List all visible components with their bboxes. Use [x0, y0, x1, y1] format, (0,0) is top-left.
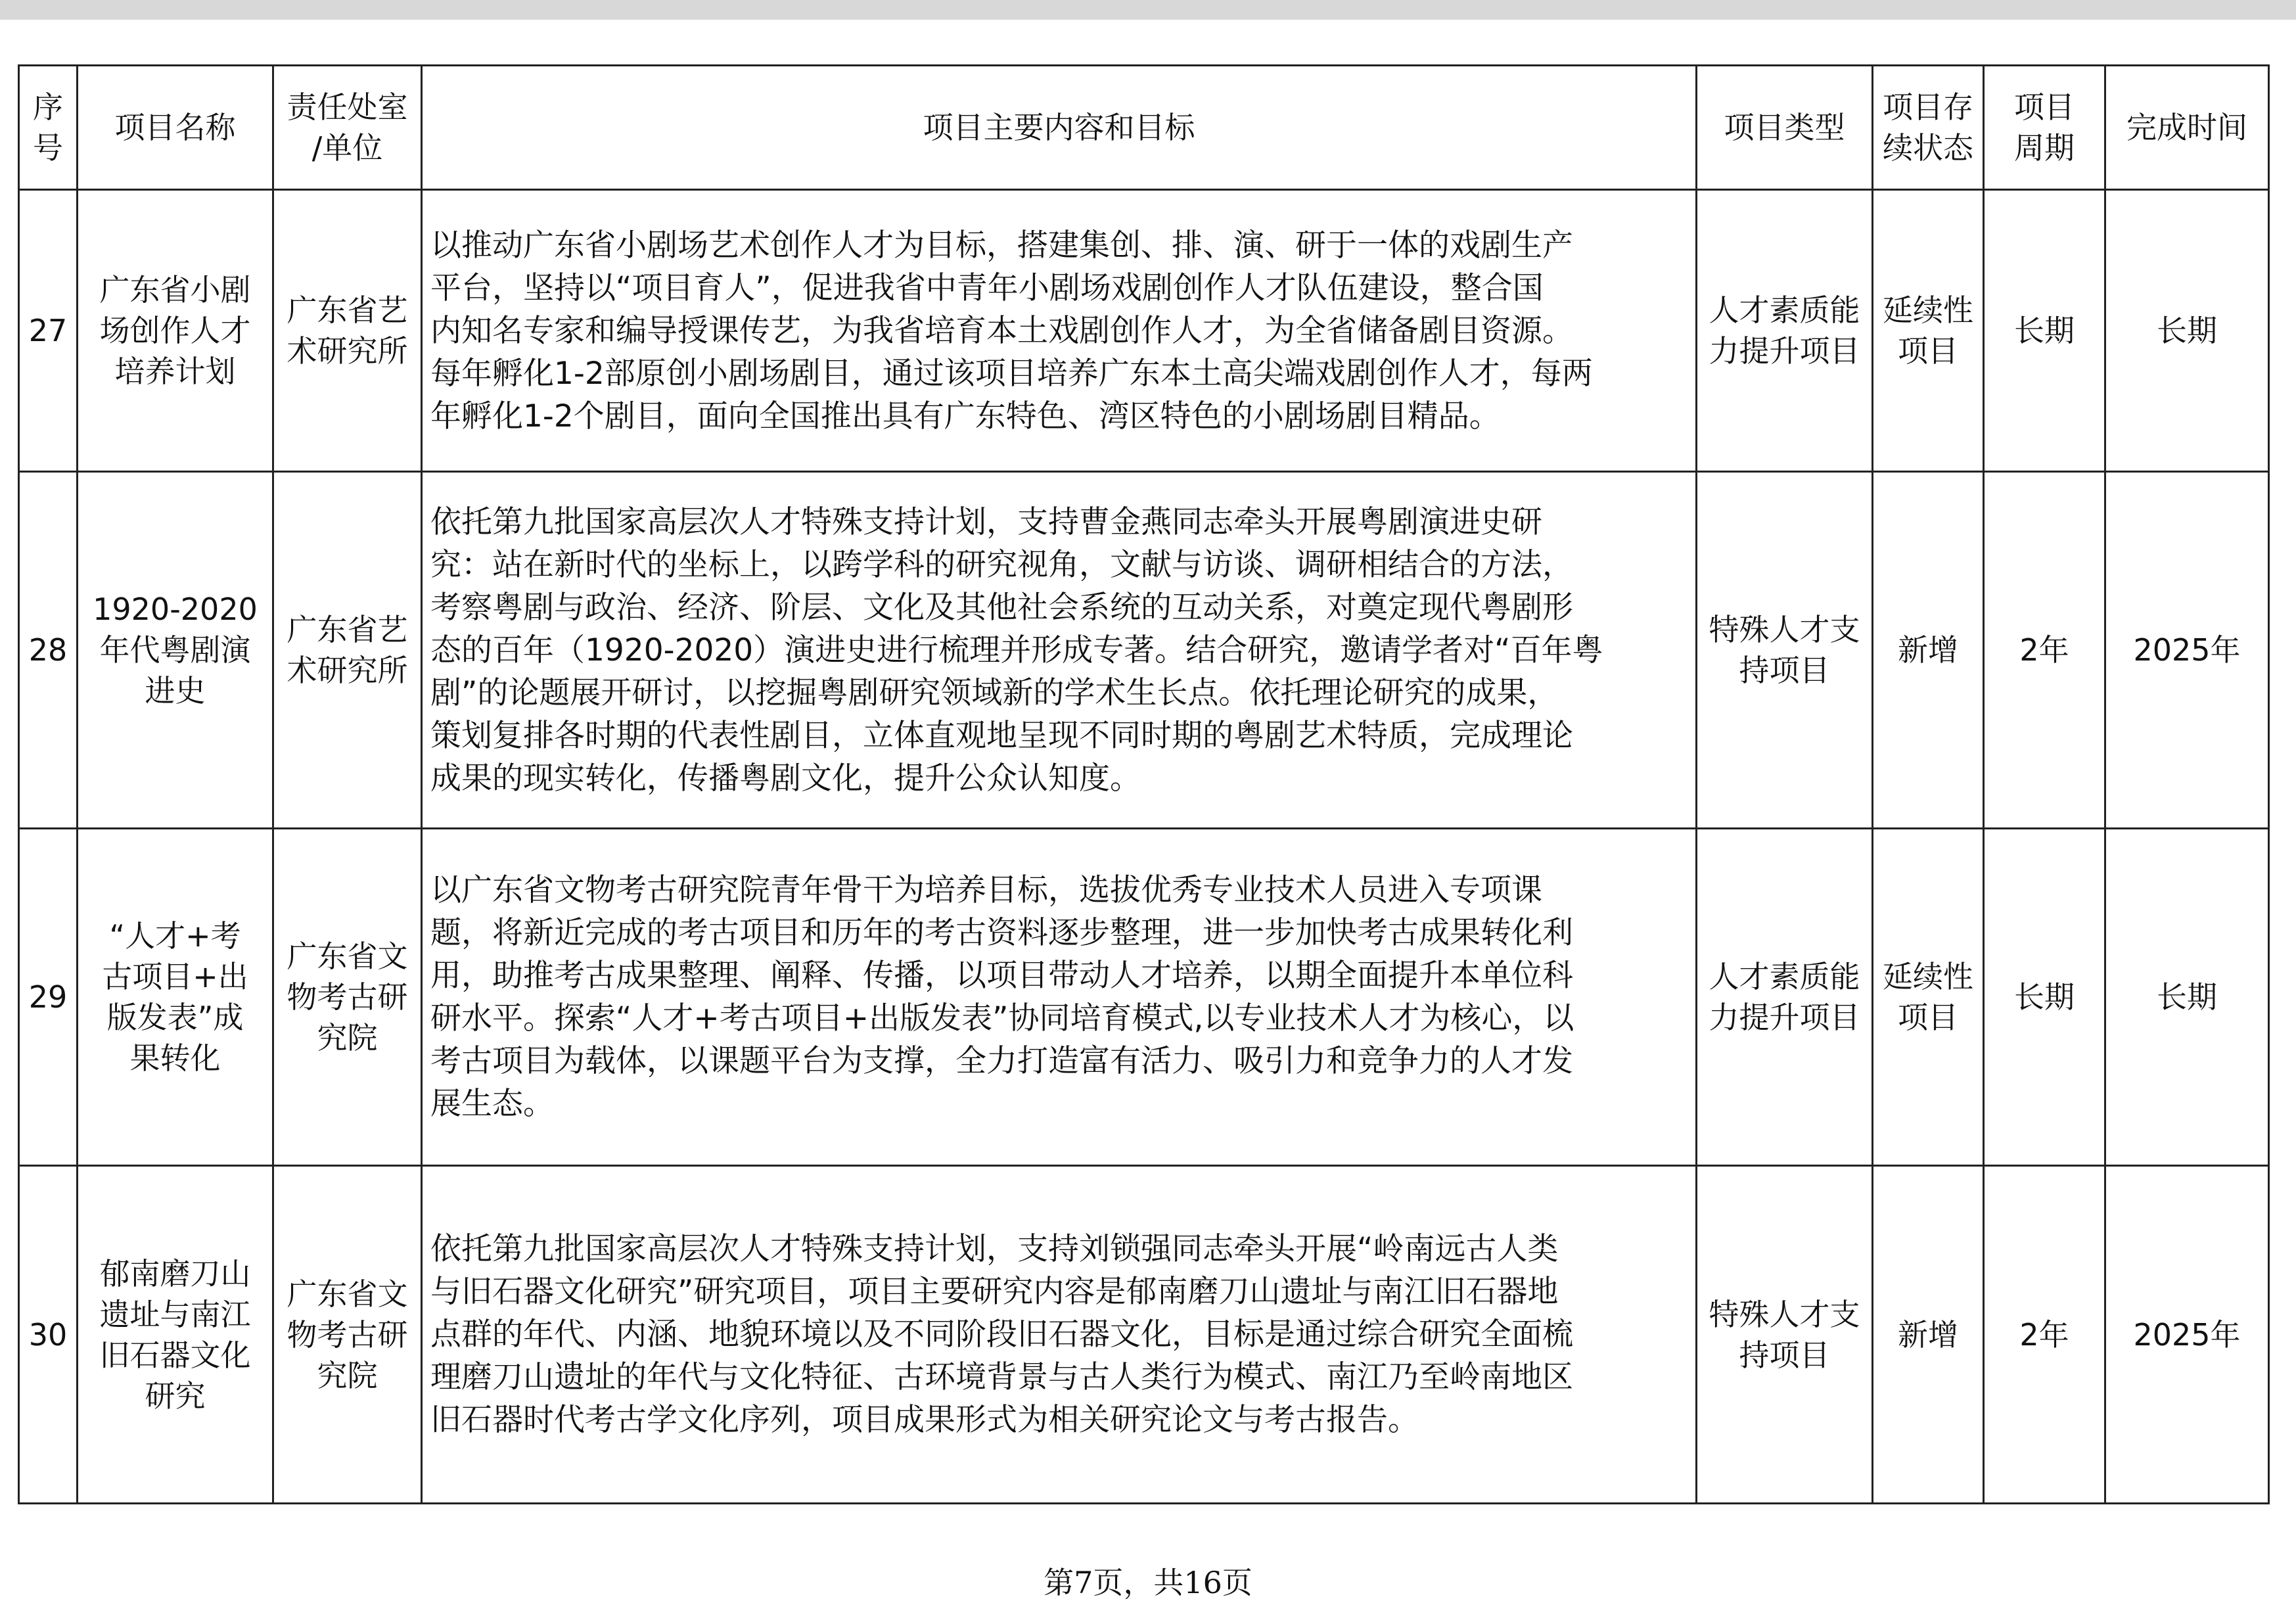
- cell-seq: 29: [19, 829, 78, 1166]
- cell-type-line: 人才素质能: [1709, 292, 1860, 328]
- cell-project-name-line: 遗址与南江: [99, 1296, 251, 1332]
- cell-type: [1697, 829, 1873, 1166]
- table-header-row: [19, 66, 2269, 190]
- project-table: [18, 64, 2270, 1504]
- cell-finish: 长期: [2105, 829, 2269, 1166]
- cell-period: 2年: [1984, 1166, 2105, 1504]
- cell-content: [422, 829, 1697, 1166]
- cell-type-line: 持项目: [1739, 1337, 1830, 1373]
- cell-type: [1697, 472, 1873, 829]
- cell-unit-line: 术研究所: [287, 333, 408, 369]
- cell-project-name-line: 郁南磨刀山: [99, 1255, 251, 1291]
- cell-content-line: 平台，坚持以“项目育人”，促进我省中青年小剧场戏剧创作人才队伍建设，整合国: [430, 269, 1544, 306]
- cell-project-name-line: 年代粤剧演: [99, 632, 251, 668]
- cell-content-line: 理磨刀山遗址的年代与文化特征、古环境背景与古人类行为模式、南江乃至岭南地区: [430, 1359, 1573, 1395]
- cell-status-line: 项目: [1898, 1000, 1958, 1035]
- scan-top-band: [0, 0, 2296, 20]
- cell-content-line: 考古项目为载体，以课题平台为支撑，全力打造富有活力、吸引力和竞争力的人才发: [430, 1043, 1573, 1079]
- cell-unit-line: 究院: [317, 1357, 378, 1393]
- cell-project-name: [78, 472, 273, 829]
- cell-project-name-line: “人才+考: [109, 918, 241, 954]
- cell-type-line: 力提升项目: [1709, 333, 1860, 369]
- cell-type-line: 特殊人才支: [1709, 1296, 1860, 1332]
- cell-content-line: 成果的现实转化，传播粤剧文化，提升公众认知度。: [430, 760, 1141, 797]
- cell-project-name-line: 1920-2020: [93, 592, 258, 627]
- table-row: [19, 1166, 2269, 1504]
- header-content: 项目主要内容和目标: [422, 66, 1697, 190]
- cell-status: [1873, 472, 1984, 829]
- cell-project-name-line: 培养计划: [114, 354, 236, 389]
- header-status: 项目存 续状态: [1873, 66, 1984, 190]
- page-footer: 第7页，共16页: [1044, 1565, 1252, 1600]
- cell-finish: 2025年: [2105, 472, 2269, 829]
- cell-type-line: 力提升项目: [1709, 1000, 1860, 1035]
- cell-unit-line: 究院: [317, 1020, 378, 1056]
- header-unit: 责任处室 /单位: [273, 66, 422, 190]
- cell-status: [1873, 829, 1984, 1166]
- cell-finish: 2025年: [2105, 1166, 2269, 1504]
- cell-content-line: 题，将新近完成的考古项目和历年的考古资料逐步整理，进一步加快考古成果转化利: [430, 915, 1573, 951]
- cell-status-line: 延续性: [1883, 959, 1973, 994]
- cell-content-line: 年孵化1-2个剧目，面向全国推出具有广东特色、湾区特色的小剧场剧目精品。: [430, 398, 1500, 434]
- cell-content-line: 以广东省文物考古研究院青年骨干为培养目标，选拔优秀专业技术人员进入专项课: [430, 872, 1542, 908]
- cell-project-name-line: 旧石器文化: [99, 1337, 251, 1373]
- cell-type-line: 特殊人才支: [1709, 612, 1860, 647]
- header-name: 项目名称: [78, 66, 273, 190]
- cell-unit: [273, 190, 422, 472]
- cell-content-line: 态的百年（1920-2020）演进史进行梳理并形成专著。结合研究，邀请学者对“百年粤: [430, 632, 1603, 668]
- cell-content: [422, 190, 1697, 472]
- cell-content-line: 究：站在新时代的坐标上，以跨学科的研究视角，文献与访谈、调研相结合的方法，: [430, 546, 1573, 583]
- cell-unit-line: 广东省文: [287, 939, 408, 974]
- header-type: 项目类型: [1697, 66, 1873, 190]
- cell-content-line: 与旧石器文化研究”研究项目，项目主要研究内容是郁南磨刀山遗址与南江旧石器地: [430, 1274, 1559, 1310]
- table-row: [19, 190, 2269, 472]
- cell-seq: 28: [19, 472, 78, 829]
- cell-period: 2年: [1984, 472, 2105, 829]
- cell-content-line: 以推动广东省小剧场艺术创作人才为目标，搭建集创、排、演、研于一体的戏剧生产: [430, 227, 1573, 264]
- cell-content: [422, 1166, 1697, 1504]
- table-row: [19, 472, 2269, 829]
- cell-project-name-line: 果转化: [129, 1040, 221, 1076]
- cell-seq: 27: [19, 190, 78, 472]
- cell-project-name-line: 场创作人才: [99, 313, 251, 348]
- table-row: [19, 829, 2269, 1166]
- cell-project-name-line: 版发表”成: [106, 1000, 244, 1035]
- cell-content-line: 旧石器时代考古学文化序列，项目成果形式为相关研究论文与考古报告。: [430, 1402, 1419, 1438]
- cell-unit: [273, 472, 422, 829]
- cell-unit-line: 物考古研: [287, 979, 408, 1015]
- cell-period: 长期: [1984, 829, 2105, 1166]
- cell-project-name-line: 古项目+出: [102, 959, 248, 994]
- cell-seq: 30: [19, 1166, 78, 1504]
- cell-project-name-line: 进史: [145, 673, 206, 708]
- cell-type-line: 人才素质能: [1709, 959, 1860, 994]
- cell-content-line: 依托第九批国家高层次人才特殊支持计划，支持曹金燕同志牵头开展粤剧演进史研: [430, 503, 1542, 540]
- cell-status-line: 新增: [1898, 632, 1958, 668]
- cell-unit-line: 术研究所: [287, 653, 408, 688]
- cell-content-line: 考察粤剧与政治、经济、阶层、文化及其他社会系统的互动关系，对奠定现代粤剧形: [430, 589, 1573, 626]
- header-seq: 序 号: [19, 66, 78, 190]
- cell-content-line: 研水平。探索“人才+考古项目+出版发表”协同培育模式,以专业技术人才为核心，以: [430, 1000, 1574, 1036]
- cell-status: [1873, 190, 1984, 472]
- cell-project-name-line: 广东省小剧: [99, 272, 251, 308]
- cell-type-line: 持项目: [1739, 653, 1830, 688]
- cell-status-line: 延续性: [1883, 292, 1973, 328]
- cell-content-line: 剧”的论题展开研讨，以挖掘粤剧研究领域新的学术生长点。依托理论研究的成果，: [430, 674, 1559, 711]
- header-finish: 完成时间: [2105, 66, 2269, 190]
- cell-project-name-line: 研究: [145, 1378, 206, 1414]
- cell-finish: 长期: [2105, 190, 2269, 472]
- cell-project-name: [78, 1166, 273, 1504]
- cell-unit: [273, 829, 422, 1166]
- cell-content-line: 内知名专家和编导授课传艺，为我省培育本土戏剧创作人才，为全省储备剧目资源。: [430, 312, 1573, 349]
- cell-content-line: 展生态。: [430, 1086, 554, 1122]
- cell-content-line: 依托第九批国家高层次人才特殊支持计划，支持刘锁强同志牵头开展“岭南远古人类: [430, 1231, 1559, 1267]
- cell-unit-line: 广东省艺: [287, 612, 408, 647]
- cell-type: [1697, 1166, 1873, 1504]
- cell-content-line: 点群的年代、内涵、地貌环境以及不同阶段旧石器文化，目标是通过综合研究全面梳: [430, 1316, 1573, 1353]
- cell-unit: [273, 1166, 422, 1504]
- header-period: 项目 周期: [1984, 66, 2105, 190]
- cell-content-line: 用，助推考古成果整理、阐释、传播，以项目带动人才培养，以期全面提升本单位科: [430, 958, 1573, 994]
- cell-status-line: 新增: [1898, 1316, 1958, 1353]
- cell-unit-line: 物考古研: [287, 1316, 408, 1353]
- cell-unit-line: 广东省艺: [287, 292, 408, 328]
- cell-project-name: [78, 190, 273, 472]
- cell-content-line: 策划复排各时期的代表性剧目，立体直观地呈现不同时期的粤剧艺术特质，完成理论: [430, 717, 1573, 754]
- cell-type: [1697, 190, 1873, 472]
- cell-project-name: [78, 829, 273, 1166]
- cell-status: [1873, 1166, 1984, 1504]
- cell-status-line: 项目: [1898, 333, 1958, 369]
- cell-content-line: 每年孵化1-2部原创小剧场剧目，通过该项目培养广东本土高尖端戏剧创作人才，每两: [430, 355, 1593, 392]
- cell-unit-line: 广东省文: [287, 1276, 408, 1312]
- cell-period: 长期: [1984, 190, 2105, 472]
- cell-content: [422, 472, 1697, 829]
